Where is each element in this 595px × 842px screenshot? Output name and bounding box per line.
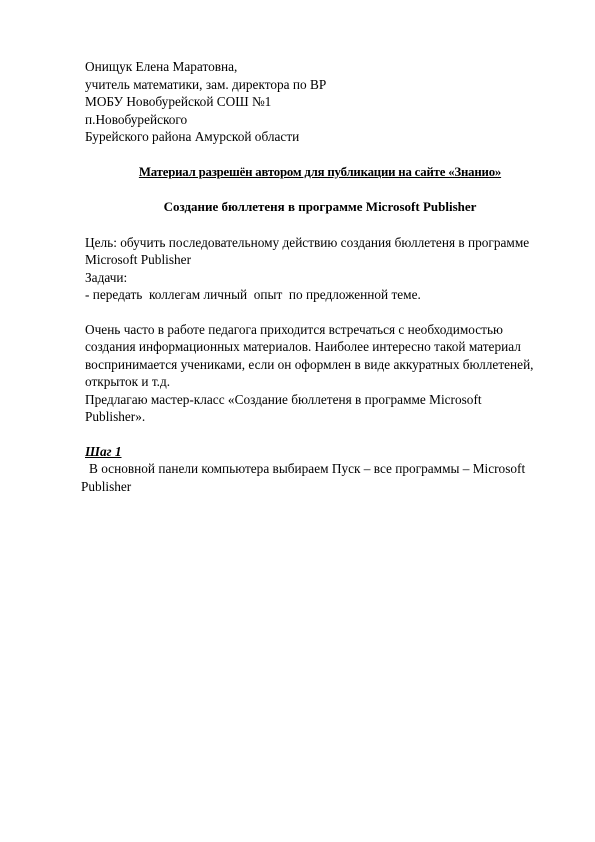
author-region: Бурейского района Амурской области [85, 129, 300, 144]
author-block [85, 58, 555, 146]
intro-paragraph [85, 321, 555, 426]
author-settlement: п.Новобурейского [85, 111, 188, 127]
author-name: Онищук Елена Маратовна, [85, 59, 238, 74]
document-title: Создание бюллетеня в программе Microsoft Publisher [163, 199, 477, 214]
step-1-line-2: Publisher [81, 478, 132, 494]
author-school: МОБУ Новобурейской СОШ №1 [85, 94, 272, 109]
goal-line-1: Цель: обучить последовательному действию создания бюллетеня в программе [85, 234, 530, 250]
intro-line-4: открыток и т.д. [85, 374, 171, 389]
intro-line-2: создания информационных материалов. Наиболее интересно такой материал [85, 339, 521, 354]
intro-line-3: воспринимается учениками, если он оформлен в виде аккуратных бюллетеней, [85, 356, 534, 372]
goal-line-2: Microsoft Publisher [85, 252, 191, 267]
step-1-line-1: В основной панели компьютера выбираем Пуск – все программы – Microsoft [89, 461, 526, 476]
page-content [81, 58, 555, 495]
task-item-1: - передать коллегам личный опыт по предложенной теме. [85, 287, 421, 302]
step-1-heading: Шаг 1 [85, 443, 122, 459]
goal-block [85, 234, 555, 304]
offer-line-1: Предлагаю мастер-класс «Создание бюллетеня в программе Microsoft [85, 391, 482, 407]
author-position: учитель математики, зам. директора по ВР [85, 76, 327, 92]
permission-note: Материал разрешён автором для публикации на сайте «Знанио» [138, 164, 502, 179]
intro-line-1: Очень часто в работе педагога приходится встречаться с необходимостью [85, 321, 503, 337]
tasks-label: Задачи: [85, 269, 128, 285]
step-1-text [81, 460, 555, 495]
offer-line-2: Publisher». [85, 409, 146, 424]
